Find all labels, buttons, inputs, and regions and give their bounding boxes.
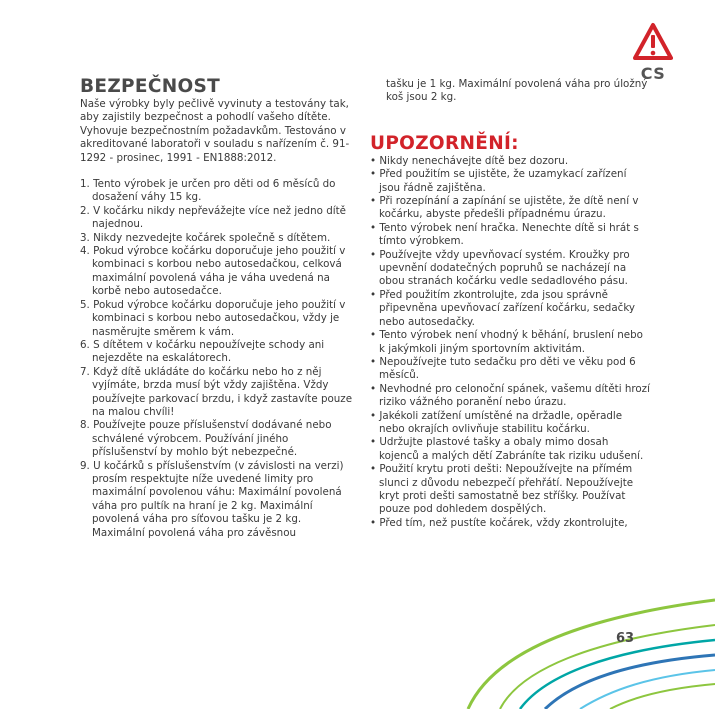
green-swoosh xyxy=(468,600,715,709)
safety-intro: Naše výrobky byly pečlivě vyvinuty a testovány tak, aby zajistily bezpečnost a pohodlí vašeho dítěte. Vyhovuje bezpečnostním požadavkům. Testováno v akreditované laboratoři v souladu s nařízením č. 91-1292 - prosinec, 1991 - EN1888:2012. xyxy=(80,98,350,164)
safety-column xyxy=(80,76,355,540)
list-item: 2. V kočárku nikdy nepřevážejte více než jedno dítě najednou. xyxy=(80,204,346,231)
list-item: • Použití krytu proti dešti: Nepoužívejte na přímém slunci z důvodu nebezpečí přehřátí. Nepoužívejte kryt proti dešti samostatně bez stříšky. Používat pouze pod dohledem dospělých. xyxy=(370,463,634,516)
list-item: 1. Tento výrobek je určen pro děti od 6 měsíců do dosažení váhy 15 kg. xyxy=(80,178,336,204)
list-item: 9. U kočárků s příslušenstvím (v závislosti na verzi) prosím respektujte níže uvedené limity pro maximální povolenou váhu: Maximální povolená váha pro pultík na hraní je 2 kg. Maximální povolená váha pro síťovou tašku je 2 kg. Maximální povolená váha pro závěsnou xyxy=(80,459,344,539)
safety-title: BEZPEČNOST xyxy=(80,76,221,97)
list-item: • Před použitím zkontrolujte, zda jsou správně připevněna upevňovací zařízení kočárku, sedačky nebo autosedačky. xyxy=(370,288,636,328)
list-item: 3. Nikdy nezvedejte kočárek společně s dítětem. xyxy=(80,231,331,244)
list-item: • Tento výrobek není hračka. Nenechte dítě si hrát s tímto výrobkem. xyxy=(370,221,639,248)
teal-swoosh xyxy=(520,640,715,709)
list-item: • Používejte vždy upevňovací systém. Kroužky pro upevnění dodatečných popruhů se nacházejí na obou stranách kočárku vedle sedadlového pásu. xyxy=(370,248,630,288)
green-swoosh-2 xyxy=(500,625,715,709)
list-item: 8. Používejte pouze příslušenství dodávané nebo schválené výrobcem. Používání jiného příslušenství by mohlo být nebezpečné. xyxy=(80,419,332,459)
list-item: • Při rozepínání a zapínání se ujistěte, že dítě není v kočárku, abyste předešli případnému úrazu. xyxy=(370,195,639,221)
warning-triangle-icon xyxy=(633,22,673,62)
list-item: 4. Pokud výrobce kočárku doporučuje jeho použití v kombinaci s korbou nebo autosedačkou, celková maximální povolená váha je váha uvedená na korbě nebo autosedačce. xyxy=(80,245,346,298)
page-number: 63 xyxy=(616,631,635,646)
list-item: 5. Pokud výrobce kočárku doporučuje jeho použití v kombinaci s korbou nebo autosedačkou, vždy je nasměrujte směrem k vám. xyxy=(80,298,346,338)
list-item: • Nikdy nenechávejte dítě bez dozoru. xyxy=(370,154,569,167)
green-swoosh-3 xyxy=(610,684,715,709)
list-item: • Nevhodné pro celonoční spánek, vašemu dítěti hrozí riziko vážného poranění nebo úrazu. xyxy=(370,382,650,409)
cyan-swoosh xyxy=(580,670,715,709)
list-item: 6. S dítětem v kočárku nepoužívejte schody ani nejezděte na eskalátorech. xyxy=(80,338,325,365)
list-item: • Jakékoli zatížení umístěné na držadle, opěradle nebo okrajích ovlivňuje stabilitu kočárku. xyxy=(370,409,623,435)
language-code: CS xyxy=(640,64,666,83)
list-item: • Tento výrobek není vhodný k běhání, bruslení nebo k jakýmkoli jiným sportovním aktivitám. xyxy=(370,329,643,355)
list-item: • Udržujte plastové tašky a obaly mimo dosah kojenců a malých dětí Zabráníte tak riziku udušení. xyxy=(370,436,644,462)
list-item: • Nepoužívejte tuto sedačku pro děti ve věku pod 6 měsíců. xyxy=(370,355,636,382)
safety-list xyxy=(80,178,355,540)
list-item: 7. Když dítě ukládáte do kočárku nebo ho z něj vyjímáte, brzda musí být vždy zajištěna. Vždy používejte parkovací brzdu, i když zastavíte pouze na malou chvíli! xyxy=(80,365,353,418)
list-item: • Před tím, než pustíte kočárek, vždy zkontrolujte, xyxy=(370,516,628,529)
blue-swoosh xyxy=(545,655,715,709)
continued-text: tašku je 1 kg. Maximální povolená váha pro úložný koš jsou 2 kg. xyxy=(386,78,648,104)
list-item: • Před použitím se ujistěte, že uzamykací zařízení jsou řádně zajištěna. xyxy=(370,168,627,194)
warnings-list xyxy=(370,155,650,530)
warnings-title: UPOZORNĚNÍ: xyxy=(370,132,519,154)
warnings-column xyxy=(370,78,650,530)
